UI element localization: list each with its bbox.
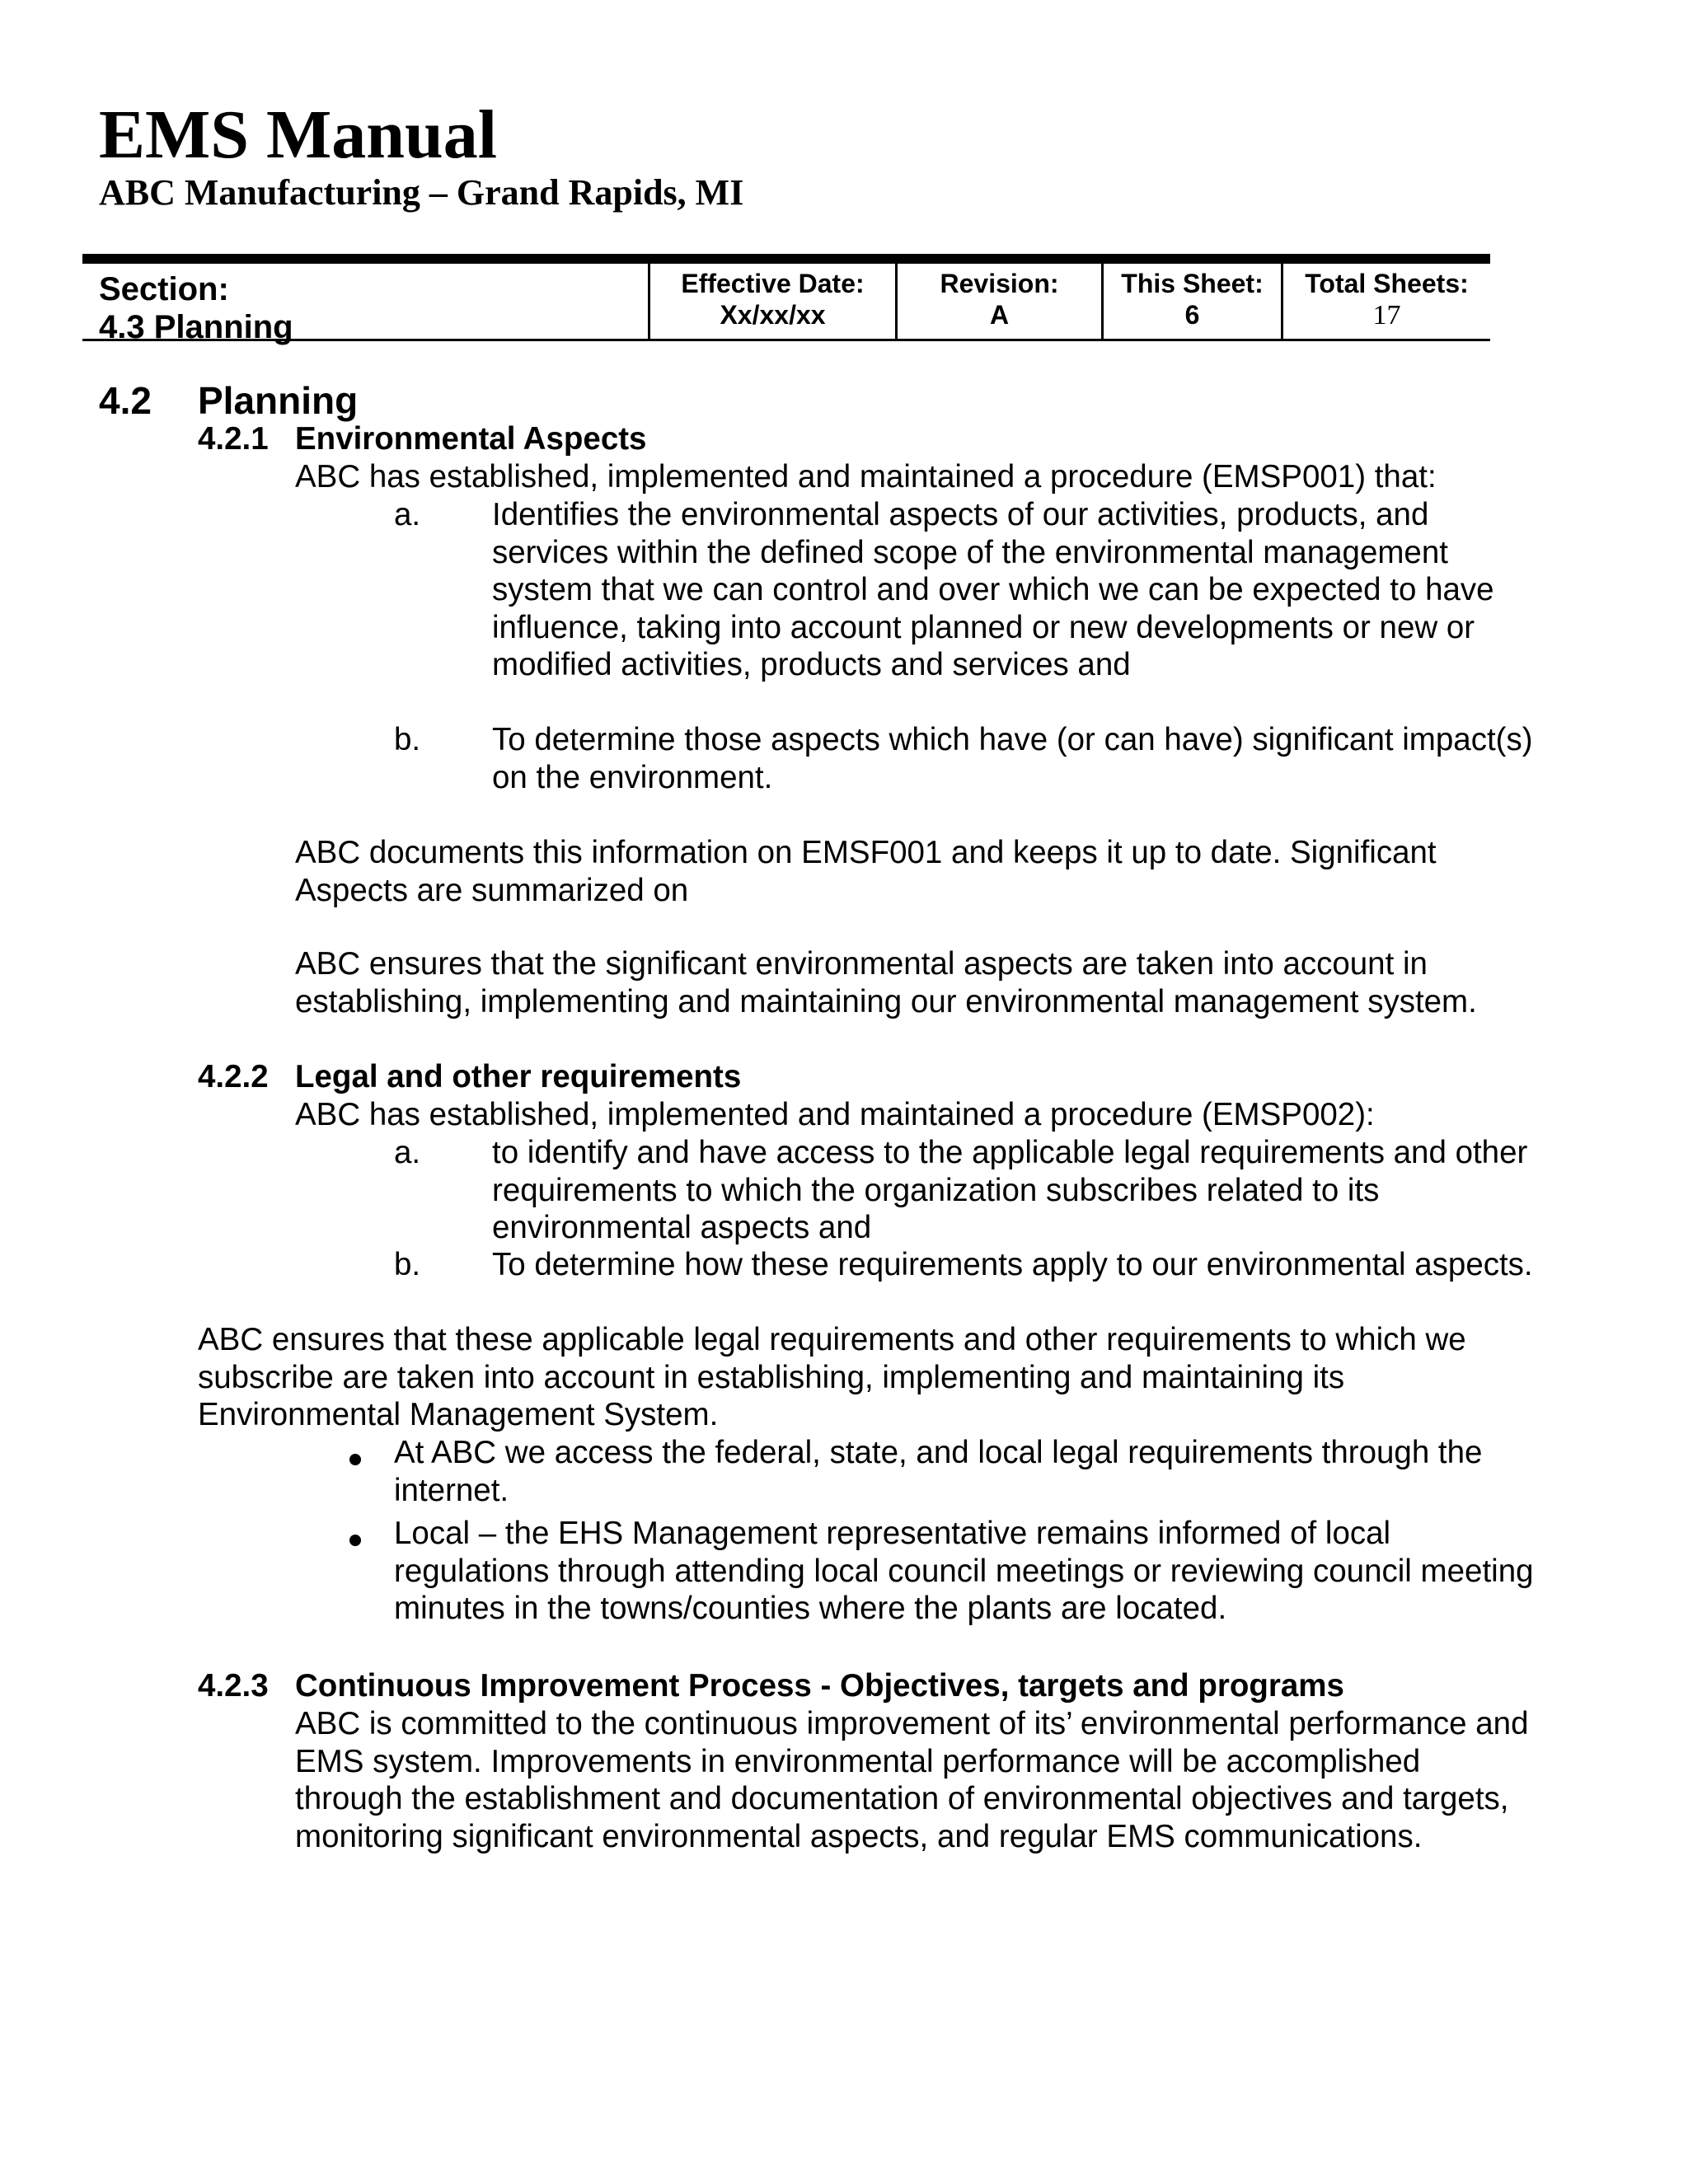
header-section-cell [82, 264, 648, 345]
total-sheets-value: 17 [1372, 300, 1401, 330]
section-title: Planning [198, 379, 359, 422]
revision-label: Revision: [940, 269, 1059, 298]
bullet-icon [349, 1454, 361, 1465]
subsection-4-2-1-intro: ABC has established, implemented and maintained a procedure (EMSP001) that: [295, 459, 1437, 494]
header-revision-cell [895, 264, 1101, 339]
header-this-sheet-cell [1101, 264, 1281, 339]
subsection-4-2-2-title: Legal and other requirements [295, 1059, 742, 1094]
header-total-sheets-cell [1281, 264, 1490, 339]
this-sheet-label: This Sheet: [1121, 269, 1264, 298]
list-marker-b: b. [394, 1247, 421, 1282]
list-marker-b: b. [394, 722, 421, 757]
paragraph: ABC ensures that these applicable legal requirements and other requirements to which we subscribe are taken into account in establishing, implementing and maintaining its Environmental Management System. [198, 1322, 1466, 1432]
header-table [82, 264, 1490, 345]
list-marker-a: a. [394, 1135, 421, 1170]
document-subtitle: ABC Manufacturing – Grand Rapids, MI [99, 172, 744, 213]
bullet-item: At ABC we access the federal, state, and local legal requirements through the internet. [394, 1435, 1483, 1508]
paragraph: ABC ensures that the significant environmental aspects are taken into account in establishing, implementing and maintaining our environmental management system. [295, 946, 1477, 1019]
paragraph: ABC documents this information on EMSF001 and keeps it up to date. Significant Aspects are summarized on [295, 835, 1437, 908]
this-sheet-value: 6 [1184, 300, 1200, 330]
document-title: EMS Manual [99, 96, 498, 173]
header-rule [82, 254, 1490, 264]
subsection-4-2-3-title: Continuous Improvement Process - Objectives, targets and programs [295, 1668, 1344, 1704]
list-marker-a: a. [394, 497, 421, 532]
list-item-b: To determine how these requirements apply to our environmental aspects. [492, 1247, 1533, 1282]
effective-date-value: Xx/xx/xx [720, 300, 826, 330]
list-item-a: Identifies the environmental aspects of our activities, products, and services within the defined scope of the environmental management system that we can control and over which we can be expected to have influence, taking into account planned or new developments or new or modified activities, products and services and [492, 497, 1494, 682]
header-effective-date-cell [648, 264, 895, 339]
bullet-icon [349, 1535, 361, 1546]
revision-value: A [989, 300, 1010, 330]
total-sheets-label: Total Sheets: [1305, 269, 1469, 298]
subsection-4-2-3-number: 4.2.3 [198, 1668, 269, 1704]
list-item-b: To determine those aspects which have (or can have) significant impact(s) on the environment. [492, 722, 1533, 795]
list-item-a: to identify and have access to the applicable legal requirements and other requirements to which the organization subscribes related to its environmental aspects and [492, 1135, 1528, 1245]
subsection-4-2-2-number: 4.2.2 [198, 1059, 269, 1094]
bullet-item: Local – the EHS Management representative remains informed of local regulations through attending local council meetings or reviewing council meeting minutes in the towns/counties where the plants are located. [394, 1516, 1534, 1626]
section-label: Section: [99, 271, 229, 307]
subsection-4-2-2-intro: ABC has established, implemented and maintained a procedure (EMSP002): [295, 1097, 1375, 1132]
section-value: 4.3 Planning [99, 309, 293, 345]
subsection-4-2-1-number: 4.2.1 [198, 421, 269, 457]
subsection-4-2-1-title: Environmental Aspects [295, 421, 647, 457]
effective-date-label: Effective Date: [681, 269, 865, 298]
section-number: 4.2 [99, 379, 152, 422]
paragraph: ABC is committed to the continuous improvement of its’ environmental performance and EMS system. Improvements in environmental performance will be accomplished through the establishment and documentation of environmental objectives and targets, monitoring significant environmental aspects, and regular EMS communications. [295, 1706, 1529, 1854]
